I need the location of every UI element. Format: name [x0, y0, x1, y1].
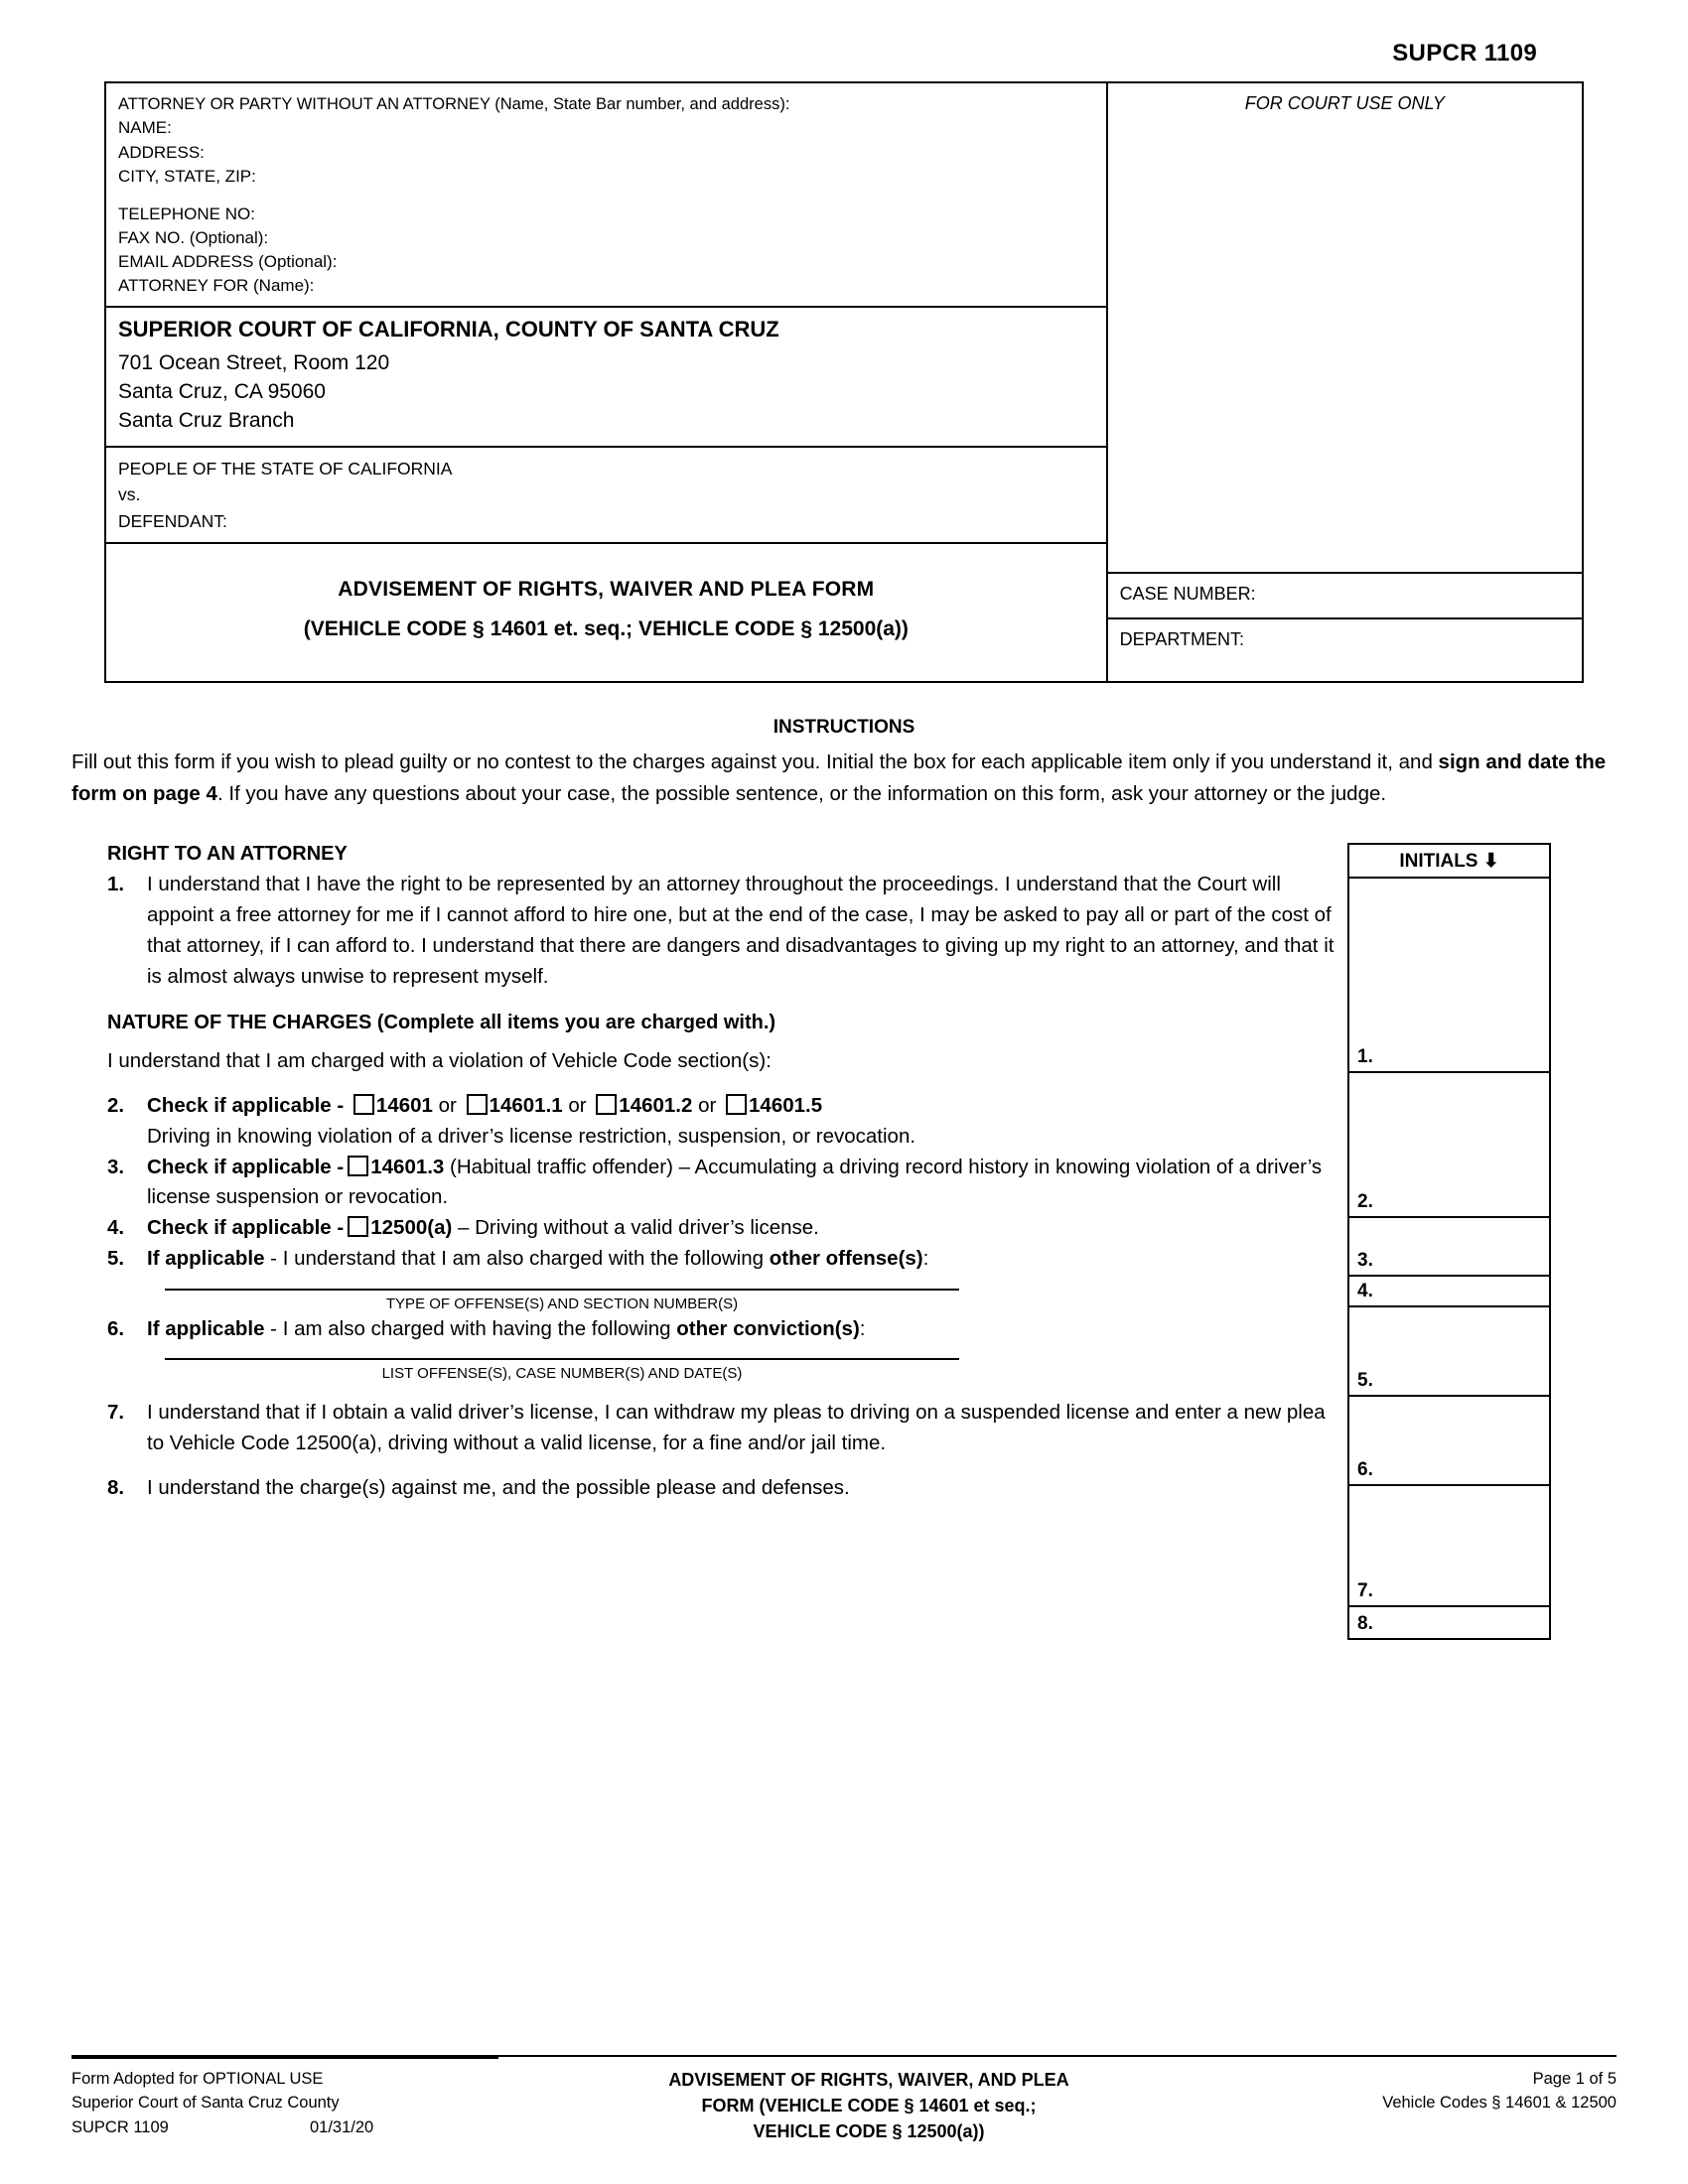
footer-title-line-1: ADVISEMENT OF RIGHTS, WAIVER, AND PLEA: [668, 2069, 1069, 2090]
spacer: [107, 992, 1347, 1012]
page-footer: [71, 2055, 1617, 2144]
item-4-number: 4.: [107, 1216, 125, 1240]
or-2: or: [562, 1094, 593, 1118]
code-12500a-label: 12500(a): [370, 1216, 453, 1240]
item-8-number: 8.: [107, 1475, 125, 1499]
initials-label-4: 4.: [1357, 1281, 1373, 1302]
item-2-description: Driving in knowing violation of a driver’s license restriction, suspension, or revocation.: [147, 1124, 916, 1148]
initials-cell-2[interactable]: [1349, 1073, 1549, 1218]
checkbox-14601-3[interactable]: [348, 1156, 368, 1176]
offense-line-caption: TYPE OF OFFENSE(S) AND SECTION NUMBER(S): [385, 1295, 739, 1312]
item-7-text: I understand that if I obtain a valid driver’s license, I can withdraw my pleas to driving on a suspended license and enter a new plea to Vehicle Code 12500(a), driving without a valid license, for a fine and/or jail time.: [147, 1401, 1326, 1455]
initials-label-8: 8.: [1357, 1613, 1373, 1635]
attorney-address-field[interactable]: ADDRESS:: [118, 142, 205, 162]
footer-title-line-2: FORM (VEHICLE CODE § 14601 et seq.;: [701, 2095, 1037, 2116]
department-field[interactable]: DEPARTMENT:: [1119, 628, 1244, 649]
item-5-number: 5.: [107, 1246, 125, 1270]
initials-cell-7[interactable]: [1349, 1486, 1549, 1607]
item-5-bold-phrase: other offense(s): [769, 1246, 923, 1270]
case-number-field[interactable]: CASE NUMBER:: [1108, 574, 1582, 619]
down-arrow-icon: ⬇: [1482, 851, 1499, 873]
footer-rule-thick: [71, 2055, 498, 2059]
court-title: SUPERIOR COURT OF CALIFORNIA, COUNTY OF SANTA CRUZ: [118, 317, 779, 342]
document-title-block: [106, 544, 1106, 681]
item-6: [107, 1314, 1347, 1345]
plaintiff-label: PEOPLE OF THE STATE OF CALIFORNIA: [118, 459, 453, 479]
instructions-text: [71, 747, 1617, 810]
code-14601-2-label: 14601.2: [619, 1094, 693, 1118]
offense-write-in-area: [107, 1289, 1347, 1312]
item-7: [107, 1398, 1347, 1459]
item-6-end: :: [859, 1316, 866, 1340]
footer-rule-thin: [498, 2055, 1617, 2057]
footer-columns: [71, 2067, 1617, 2144]
caption-right-column: [1108, 83, 1582, 681]
item-4-lead: Check if applicable -: [147, 1216, 345, 1240]
or-3: or: [692, 1094, 723, 1118]
defendant-field[interactable]: DEFENDANT:: [118, 510, 227, 531]
initials-cell-6[interactable]: [1349, 1397, 1549, 1486]
item-1: [107, 870, 1347, 992]
telephone-field[interactable]: TELEPHONE NO:: [118, 204, 255, 223]
checkbox-12500a[interactable]: [348, 1216, 368, 1237]
initials-header: [1349, 845, 1549, 879]
initials-label-2: 2.: [1357, 1191, 1373, 1213]
initials-label-5: 5.: [1357, 1370, 1373, 1392]
item-5-end: :: [922, 1246, 929, 1270]
parties-block: [106, 448, 1106, 544]
item-3-text: [147, 1153, 1347, 1214]
item-6-number: 6.: [107, 1316, 125, 1340]
or-1: or: [432, 1094, 463, 1118]
item-6-text: [147, 1314, 1347, 1345]
footer-title-line-3: VEHICLE CODE § 12500(a)): [753, 2120, 985, 2141]
footer-page-number: Page 1 of 5: [1532, 2069, 1617, 2088]
attorney-info-block: [106, 83, 1106, 308]
document-title-line-1: ADVISEMENT OF RIGHTS, WAIVER AND PLEA FORM: [338, 577, 875, 601]
item-6-lead: If applicable: [147, 1316, 265, 1340]
checkbox-14601[interactable]: [353, 1094, 374, 1115]
attorney-lead-label: ATTORNEY OR PARTY WITHOUT AN ATTORNEY (Name, State Bar number, and address):: [118, 95, 790, 113]
footer-form-number: SUPCR 1109: [71, 2118, 169, 2137]
initials-column: [1347, 843, 1551, 1640]
initials-cell-4[interactable]: [1349, 1277, 1549, 1307]
code-14601-5-label: 14601.5: [749, 1094, 823, 1118]
section-heading-right-to-attorney: RIGHT TO AN ATTORNEY: [107, 843, 348, 866]
item-8-text: I understand the charge(s) against me, and the possible please and defenses.: [147, 1475, 850, 1499]
conviction-write-in-area: [107, 1358, 1347, 1382]
attorney-name-field[interactable]: NAME:: [118, 118, 172, 138]
spacer: [118, 189, 1094, 203]
item-1-text: I understand that I have the right to be represented by an attorney throughout the proceedings. I understand that the Court will appoint a free attorney for me if I cannot afford to hire one, but at the end of the case, I may be asked to pay all or part of the cost of that attorney, if I can afford to. I understand that there are dangers and disadvantages to giving up my right to an attorney, and that it is almost always unwise to represent myself.: [147, 873, 1335, 988]
initials-header-label: INITIALS: [1399, 851, 1478, 873]
item-3-number: 3.: [107, 1155, 125, 1178]
instructions-heading: INSTRUCTIONS: [773, 716, 915, 738]
item-3-lead: Check if applicable -: [147, 1155, 345, 1178]
attorney-for-field[interactable]: ATTORNEY FOR (Name):: [118, 276, 315, 296]
initials-label-7: 7.: [1357, 1580, 1373, 1602]
instructions-text-bold: sign and date the form on page 4: [71, 750, 1607, 805]
item-7-number: 7.: [107, 1401, 125, 1425]
fax-field[interactable]: FAX NO. (Optional):: [118, 227, 269, 247]
item-4: [107, 1213, 1347, 1244]
item-4-description: – Driving without a valid driver’s license.: [452, 1216, 819, 1240]
item-4-text: [147, 1213, 1347, 1244]
item-2-lead: Check if applicable -: [147, 1094, 350, 1118]
footer-center: [498, 2067, 1239, 2144]
nature-intro-text: I understand that I am charged with a violation of Vehicle Code section(s):: [107, 1049, 772, 1073]
email-field[interactable]: EMAIL ADDRESS (Optional):: [118, 252, 338, 272]
item-2-text: [147, 1091, 1347, 1153]
footer-adopted-line: Form Adopted for OPTIONAL USE: [71, 2069, 324, 2088]
item-3-description: (Habitual traffic offender) – Accumulating a driving record history in knowing violation of a driver’s license suspension or revocation.: [147, 1155, 1323, 1209]
item-8: [107, 1473, 1347, 1504]
checkbox-14601-5[interactable]: [726, 1094, 747, 1115]
body-content: [71, 843, 1347, 1640]
form-number: SUPCR 1109: [1392, 40, 1537, 67]
checkbox-14601-1[interactable]: [467, 1094, 488, 1115]
caption-left-column: [106, 83, 1108, 681]
item-2: [107, 1091, 1347, 1153]
footer-court-line: Superior Court of Santa Cruz County: [71, 2094, 340, 2113]
initials-label-1: 1.: [1357, 1046, 1373, 1068]
initials-cell-8[interactable]: [1349, 1607, 1549, 1638]
footer-code-reference: Vehicle Codes § 14601 & 12500: [1382, 2094, 1617, 2113]
initials-label-3: 3.: [1357, 1250, 1373, 1272]
code-14601-3-label: 14601.3: [370, 1155, 445, 1178]
initials-cell-5[interactable]: [1349, 1307, 1549, 1397]
initials-label-6: 6.: [1357, 1459, 1373, 1481]
body-wrapper: [71, 843, 1617, 1640]
instructions-text-part-1: Fill out this form if you wish to plead guilty or no contest to the charges against you. Initial the box for each applicable item only if you understand it, and: [71, 750, 1439, 773]
section-heading-nature-of-charges: NATURE OF THE CHARGES (Complete all items you are charged with.): [107, 1012, 776, 1034]
attorney-city-state-zip-field[interactable]: CITY, STATE, ZIP:: [118, 166, 256, 186]
court-address-line-1: 701 Ocean Street, Room 120: [118, 351, 390, 375]
footer-form-row: [71, 2116, 498, 2140]
item-5: [107, 1244, 1347, 1275]
instructions-text-part-2: . If you have any questions about your case, the possible sentence, or the information on this form, ask your attorney or the judge.: [216, 781, 1387, 805]
for-court-use-only-box: FOR COURT USE ONLY: [1108, 83, 1582, 574]
item-1-number: 1.: [107, 873, 125, 896]
item-2-number: 2.: [107, 1094, 125, 1118]
initials-cell-1[interactable]: [1349, 879, 1549, 1073]
item-5-lead: If applicable: [147, 1246, 265, 1270]
item-5-middle: - I understand that I am also charged with the following: [264, 1246, 770, 1270]
footer-left: [71, 2067, 498, 2144]
code-14601-1-label: 14601.1: [489, 1094, 563, 1118]
spacer: [107, 1384, 1347, 1398]
code-14601-label: 14601: [375, 1094, 433, 1118]
item-6-middle: - I am also charged with having the following: [264, 1316, 677, 1340]
initials-box: [1347, 843, 1551, 1640]
court-branch: Santa Cruz Branch: [118, 409, 295, 433]
item-5-text: [147, 1244, 1347, 1275]
document-title-line-2: (VEHICLE CODE § 14601 et. seq.; VEHICLE CODE § 12500(a)): [303, 616, 909, 640]
spacer: [107, 1459, 1347, 1473]
item-6-bold-phrase: other conviction(s): [676, 1316, 860, 1340]
conviction-line-caption: LIST OFFENSE(S), CASE NUMBER(S) AND DATE(S): [381, 1365, 743, 1383]
court-address-line-2: Santa Cruz, CA 95060: [118, 380, 326, 404]
initials-cell-3[interactable]: [1349, 1218, 1549, 1277]
footer-revision-date: 01/31/20: [310, 2118, 374, 2137]
checkbox-14601-2[interactable]: [596, 1094, 617, 1115]
item-3: [107, 1153, 1347, 1214]
versus-label: vs.: [118, 484, 141, 505]
caption-table: [104, 81, 1584, 683]
court-info-block: [106, 308, 1106, 448]
footer-right: [1239, 2067, 1617, 2144]
